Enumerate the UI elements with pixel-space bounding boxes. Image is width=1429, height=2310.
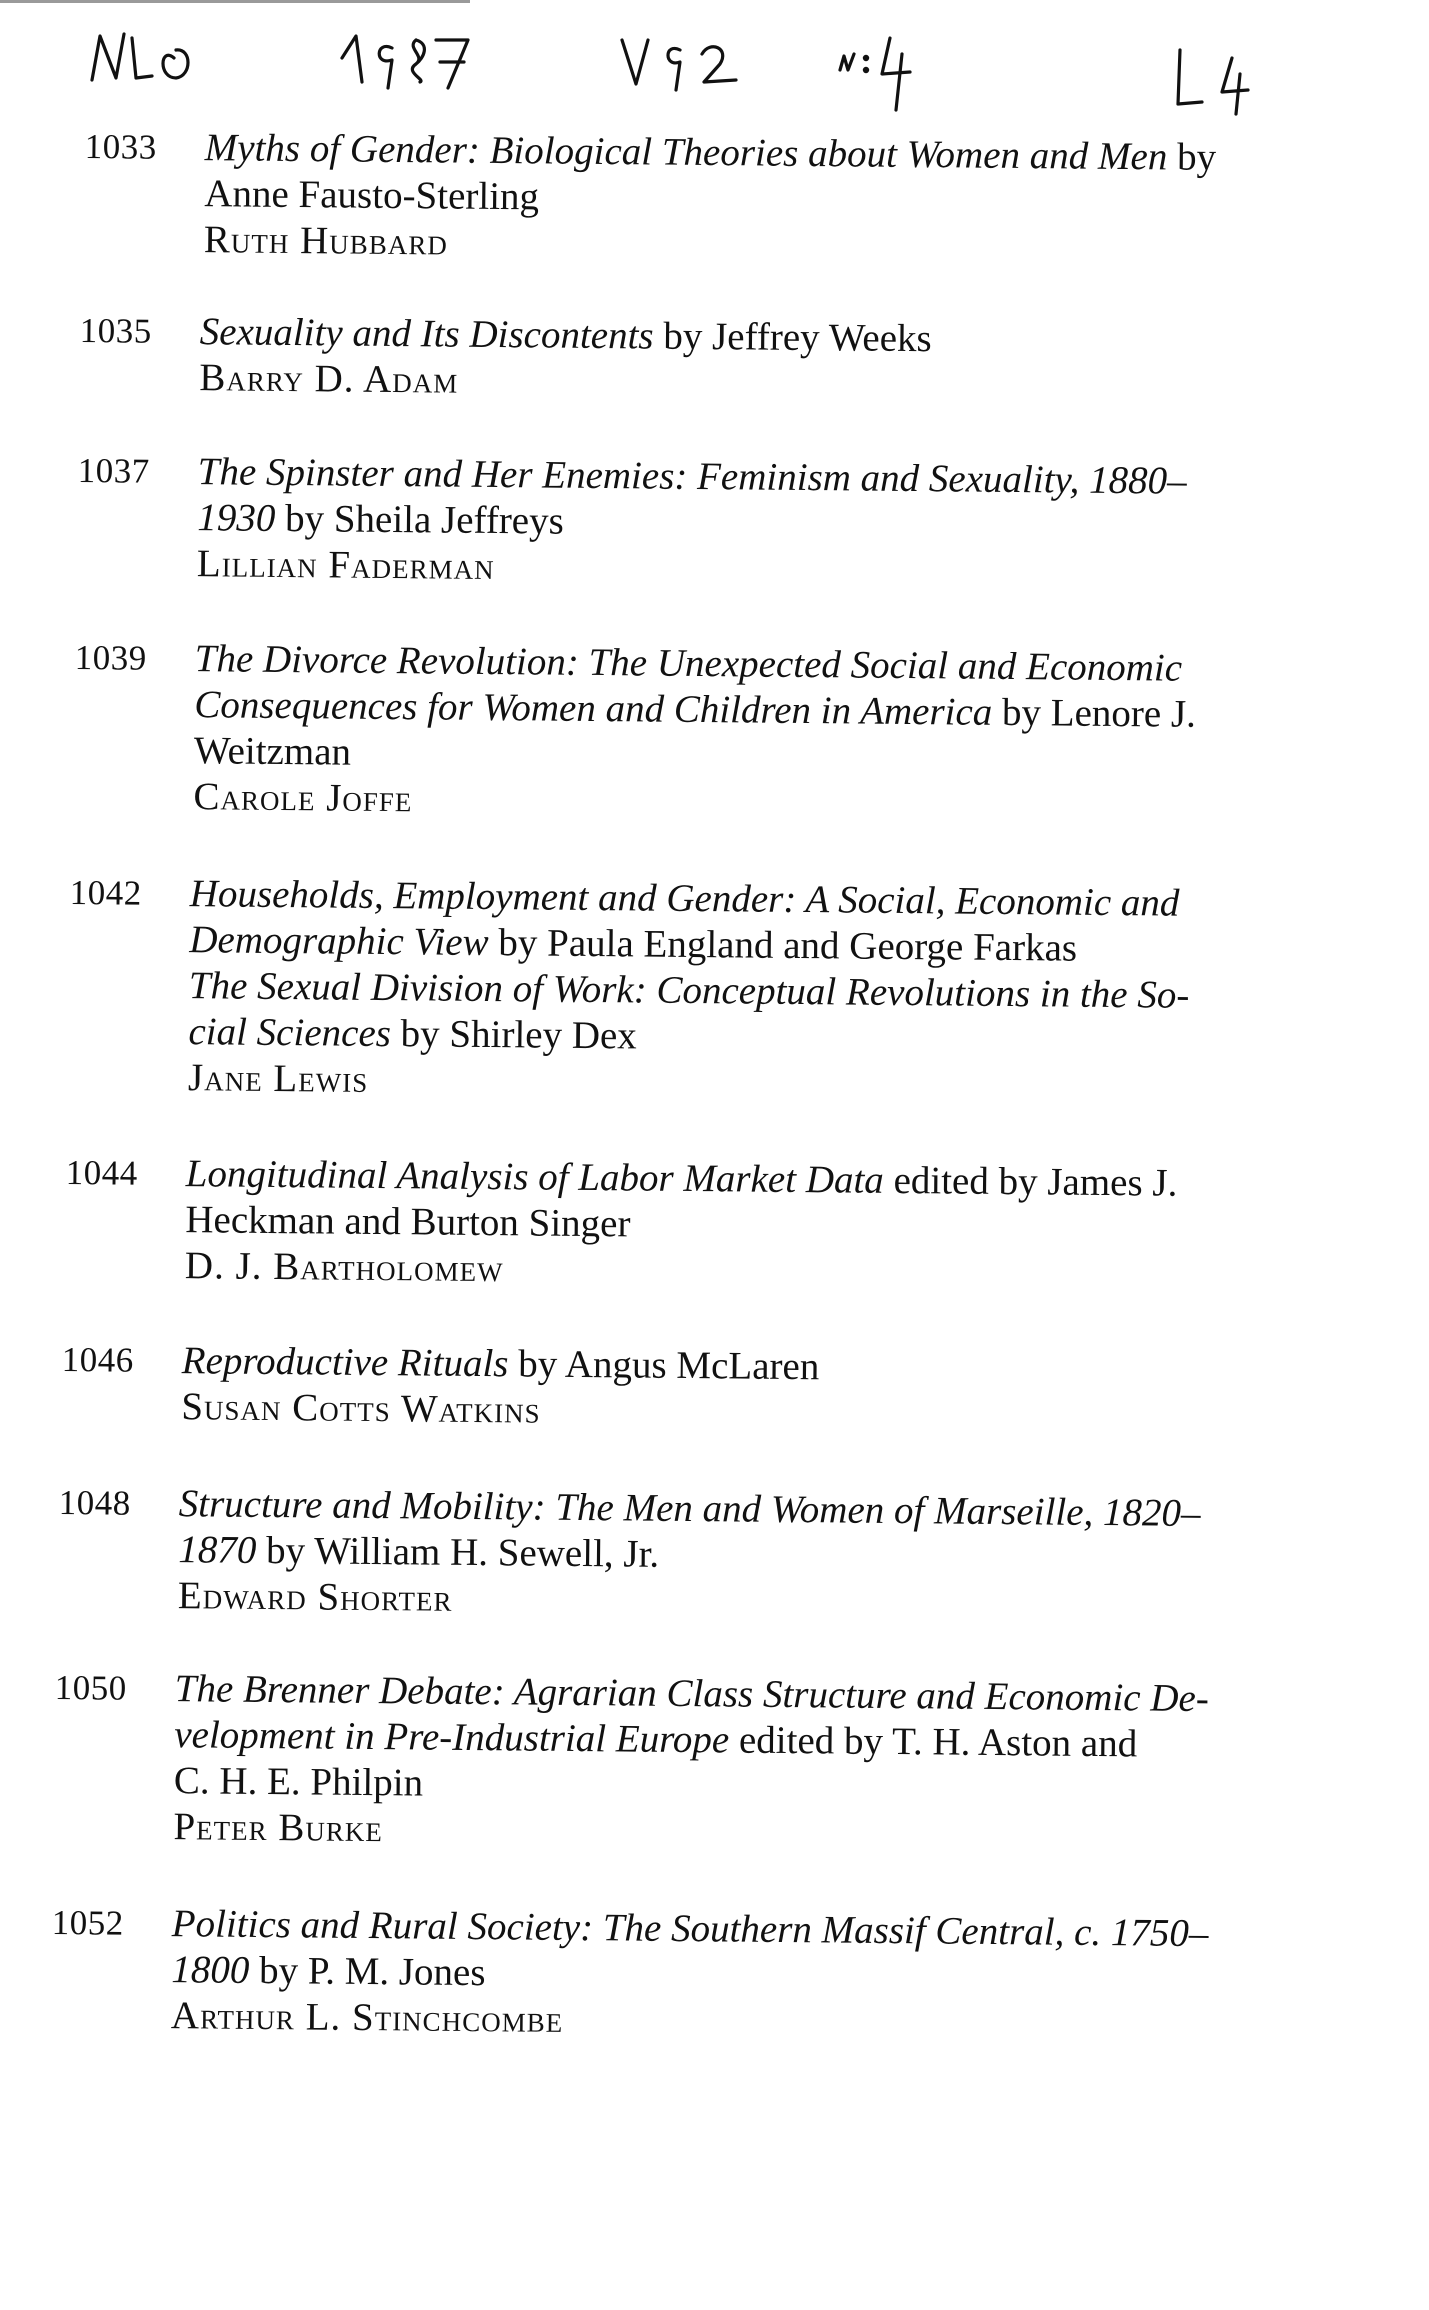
author-text: C. H. E. Philpin [173, 1759, 424, 1805]
author-text: Heckman and Burton Singer [185, 1198, 631, 1246]
book-title: The Brenner Debate: Agrarian Class Structure and Economic De- [174, 1667, 1210, 1721]
entry-page-number: 1033 [84, 126, 157, 167]
book-title: Longitudinal Analysis of Labor Market Data [185, 1152, 885, 1202]
entry-page-number: 1050 [54, 1667, 127, 1708]
author-text: by Lenore J. [992, 690, 1197, 736]
review-entry [69, 870, 1280, 1101]
entry-page-number: 1048 [58, 1482, 131, 1523]
entry-citation [204, 125, 1429, 275]
book-title: Households, Employment and Gender: A Social, Economic and [189, 872, 1180, 925]
book-title: Politics and Rural Society: The Southern Massif Central, c. 1750– [171, 1902, 1209, 1956]
entry-citation [185, 1151, 1429, 1301]
book-title: 1870 [178, 1528, 257, 1572]
reviewer-name: Jane Lewis [187, 1056, 369, 1101]
entry-citation [171, 1901, 1429, 2051]
book-title: 1930 [197, 496, 276, 540]
book-title: 1800 [171, 1948, 250, 1992]
review-entry [61, 1337, 1272, 1432]
author-text: by Jeffrey Weeks [653, 314, 932, 361]
reviewer-name: Edward Shorter [177, 1574, 453, 1620]
reviewer-name: Susan Cotts Watkins [181, 1385, 541, 1432]
book-title: Structure and Mobility: The Men and Women of Marseille, 1820– [178, 1482, 1201, 1535]
author-text: by Angus McLaren [508, 1342, 820, 1389]
entry-page-number: 1044 [65, 1152, 138, 1193]
entry-citation [181, 1338, 1429, 1442]
entry-page-number: 1037 [77, 450, 150, 491]
review-entry [51, 1900, 1262, 2041]
review-entry [79, 308, 1290, 402]
reviewer-name: Lillian Faderman [196, 542, 495, 589]
book-title: The Sexual Division of Work: Conceptual Revolutions in the So- [188, 964, 1190, 1017]
review-entry [74, 635, 1285, 821]
review-entry [84, 124, 1295, 264]
entry-citation [178, 1481, 1429, 1631]
entry-citation [193, 636, 1429, 832]
author-text: by [1167, 135, 1217, 179]
handwritten-note-text: NLO 1987 V92 n:4 L4 [80, 18, 90, 19]
entry-page-number: 1046 [61, 1339, 134, 1380]
author-text: by P. M. Jones [249, 1948, 486, 1995]
entry-page-number: 1039 [74, 637, 147, 678]
author-text: by William H. Sewell, Jr. [256, 1528, 660, 1576]
author-text: by Paula England and George Farkas [488, 921, 1078, 970]
author-text: by Sheila Jeffreys [275, 496, 564, 543]
author-text: Anne Fausto-Sterling [204, 172, 540, 219]
book-title: The Divorce Revolution: The Unexpected Social and Economic [194, 637, 1183, 690]
reviewer-name: Carole Joffe [193, 775, 413, 821]
entry-citation [188, 871, 1429, 1113]
entry-page-number: 1052 [51, 1902, 124, 1943]
review-entry [77, 448, 1288, 589]
entry-page-number: 1042 [69, 872, 142, 913]
reviewer-name: Peter Burke [173, 1805, 384, 1851]
book-title: The Spinster and Her Enemies: Feminism and Sexuality, 1880– [197, 450, 1187, 503]
reviewer-name: Ruth Hubbard [203, 218, 449, 264]
review-entry [65, 1150, 1276, 1291]
book-title: Demographic View [189, 918, 489, 965]
book-title: Sexuality and Its Discontents [199, 310, 654, 358]
review-entry [54, 1665, 1265, 1851]
author-text: by Shirley Dex [390, 1012, 638, 1058]
entry-citation [199, 309, 1429, 413]
book-title: cial Sciences [188, 1010, 392, 1056]
book-title: velopment in Pre-Industrial Europe [174, 1713, 730, 1762]
book-title: Reproductive Rituals [181, 1339, 509, 1386]
book-title: Consequences for Women and Children in America [194, 683, 993, 734]
entry-page-number: 1035 [79, 310, 152, 351]
reviewer-name: Barry D. Adam [199, 356, 459, 402]
book-title: Myths of Gender: Biological Theories about Women and Men [204, 126, 1168, 179]
entry-citation [197, 449, 1429, 599]
reviewer-name: D. J. Bartholomew [184, 1244, 504, 1291]
review-entry [58, 1480, 1269, 1620]
reviewer-name: Arthur L. Stinchcombe [170, 1994, 564, 2041]
entry-citation [173, 1666, 1429, 1862]
author-text: Weitzman [193, 729, 352, 774]
author-text: edited by T. H. Aston and [729, 1718, 1138, 1766]
author-text: edited by James J. [883, 1158, 1178, 1205]
